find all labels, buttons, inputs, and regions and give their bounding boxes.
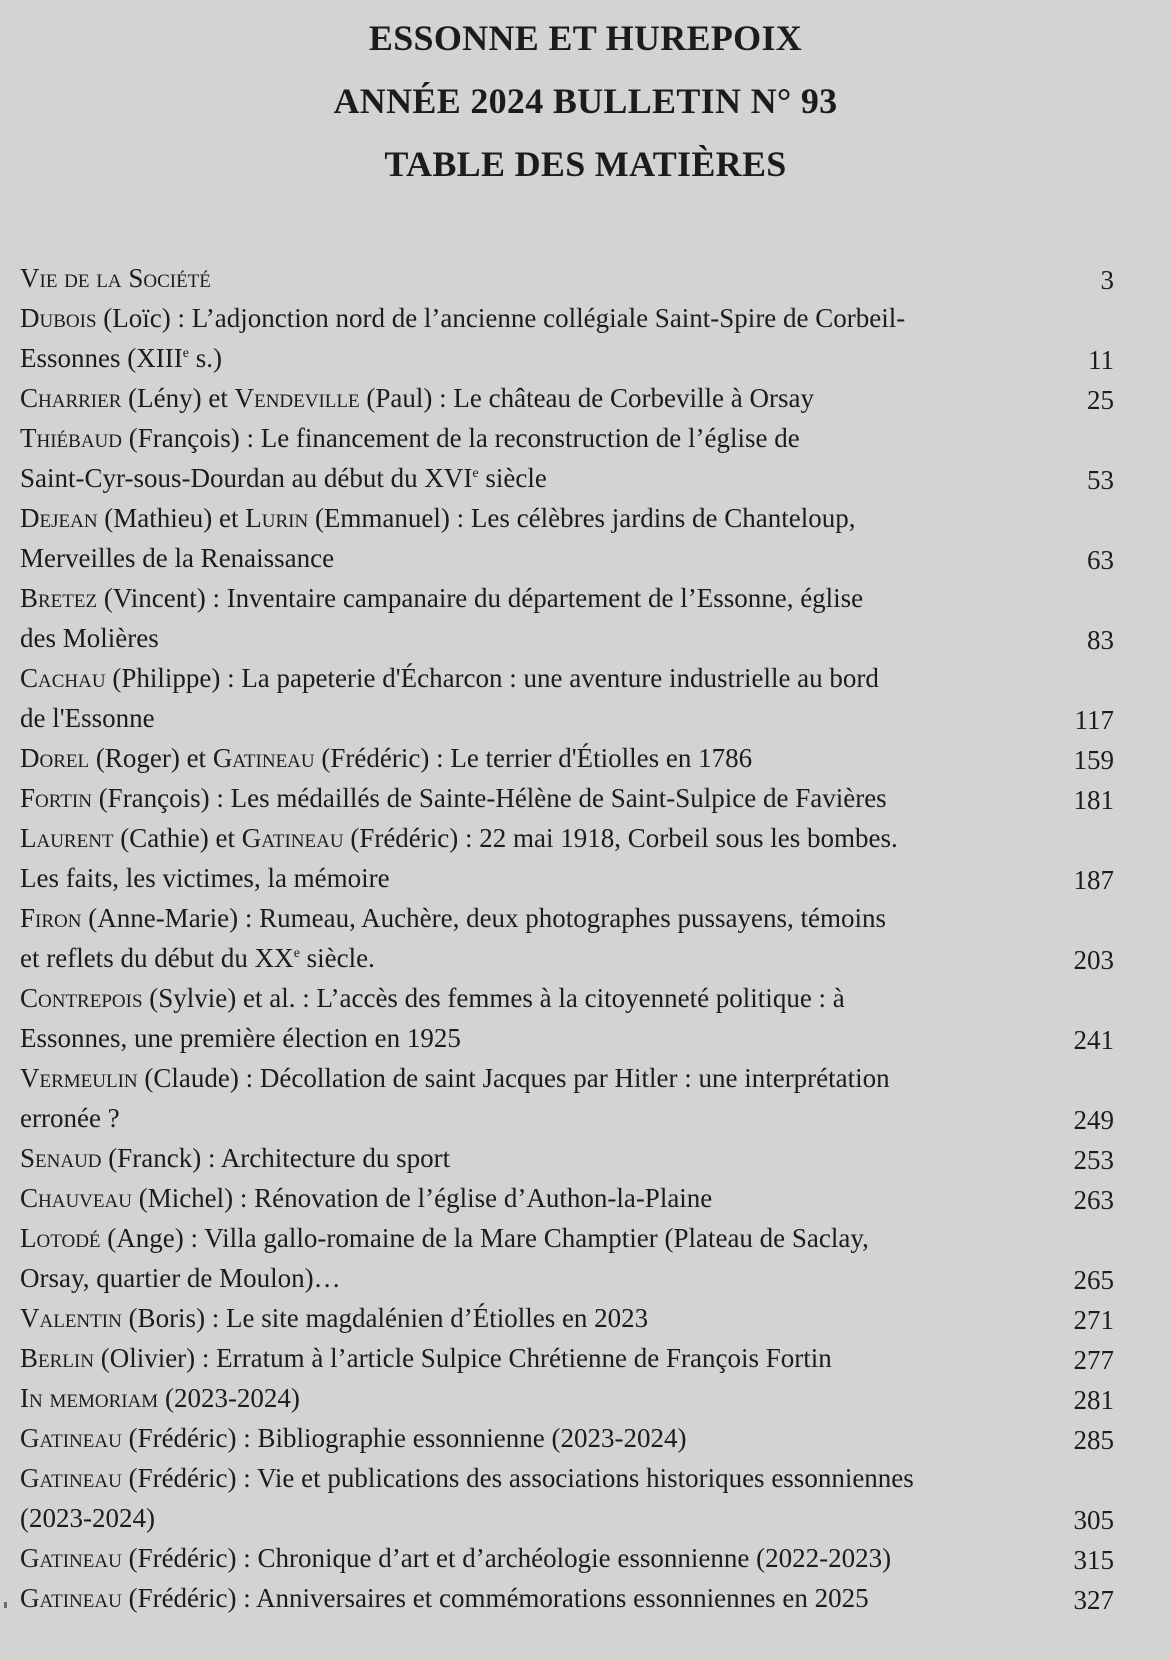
entry-line (20, 418, 1034, 458)
entry-line (20, 1578, 1034, 1618)
entry-title-continued: des Molières (20, 623, 159, 653)
entry-title-continued: erronée ? (20, 1103, 120, 1133)
entry-author: Berlin (20, 1343, 94, 1373)
entry-line (20, 658, 1034, 698)
entry-title-continued: et reflets du début du XX (20, 943, 294, 973)
entry-details: (Anne-Marie) : Rumeau, Auchère, deux photographes pussayens, témoins (81, 903, 887, 933)
entry-author: Lotodé (20, 1223, 101, 1253)
entry-line (20, 898, 1034, 938)
entry-page-number: 63 (1087, 545, 1114, 575)
entry-details: (François) : Les médaillés de Sainte-Hélène de Saint-Sulpice de Favières (91, 783, 887, 813)
entry-line (20, 1138, 1034, 1178)
entry-page-number: 187 (1073, 865, 1114, 895)
entry-line (20, 978, 1034, 1018)
toc-entry (20, 1218, 1114, 1298)
entry-author: Thiébaud (20, 423, 122, 453)
entry-title-continued: Merveilles de la Renaissance (20, 543, 335, 573)
entry-details: (Vincent) : Inventaire campanaire du département de l’Essonne, église (97, 583, 864, 613)
entry-coauthor: Gatineau (241, 823, 344, 853)
entry-details: (Frédéric) : Chronique d’art et d’archéologie essonnienne (2022-2023) (121, 1543, 892, 1573)
entry-title-continued: Orsay, quartier de Moulon)… (20, 1263, 341, 1293)
entry-coauthor: Vendeville (234, 383, 360, 413)
entry-line (20, 818, 1034, 858)
entry-title: (Emmanuel) : Les célèbres jardins de Chanteloup, (308, 503, 856, 533)
entry-author: Gatineau (20, 1423, 122, 1453)
entry-page-number: 3 (1100, 265, 1114, 295)
entry-superscript: e (472, 466, 479, 481)
entry-title: (Paul) : Le château de Corbeville à Orsay (359, 383, 814, 413)
entry-author: Gatineau (20, 1583, 122, 1613)
entry-details: (Mathieu) et (97, 503, 246, 533)
scan-mark (4, 1602, 7, 1608)
entry-page-number: 203 (1073, 945, 1114, 975)
entry-page-number: 241 (1073, 1025, 1114, 1055)
toc-entry (20, 258, 1114, 298)
toc-entry (20, 298, 1114, 378)
entry-page-number: 11 (1088, 345, 1114, 375)
entry-line-continued (20, 1258, 1034, 1298)
entry-page-number: 315 (1073, 1545, 1114, 1575)
entry-line-continued (20, 618, 1034, 658)
entry-line (20, 578, 1034, 618)
entry-page-number: 53 (1087, 465, 1114, 495)
entry-author: Valentin (20, 1303, 122, 1333)
entry-details: (Frédéric) : Vie et publications des associations historiques essonniennes (121, 1463, 914, 1493)
entry-line (20, 378, 1034, 418)
entry-line (20, 1338, 1034, 1378)
entry-line-continued (20, 1018, 1034, 1058)
entry-details: (Frédéric) : Anniversaires et commémorations essonniennes en 2025 (121, 1583, 869, 1613)
entry-line (20, 1178, 1034, 1218)
entry-author: Dejean (20, 503, 98, 533)
entry-line (20, 1458, 1034, 1498)
entry-title-continued: Les faits, les victimes, la mémoire (20, 863, 390, 893)
entry-details: (Michel) : Rénovation de l’église d’Authon-la-Plaine (131, 1183, 713, 1213)
entry-page-number: 285 (1073, 1425, 1114, 1455)
entry-author: Bretez (20, 583, 98, 613)
entry-line (20, 1418, 1034, 1458)
entry-author: Gatineau (20, 1543, 122, 1573)
entry-page-number: 83 (1087, 625, 1114, 655)
entry-page-number: 117 (1074, 705, 1114, 735)
entry-author: Laurent (20, 823, 114, 853)
toc-entry (20, 658, 1114, 738)
entry-coauthor: Lurin (245, 503, 309, 533)
toc-entry (20, 1338, 1114, 1378)
journal-title: ESSONNE ET HUREPOIX (368, 18, 803, 58)
entry-line (20, 1298, 1034, 1338)
toc-entry (20, 978, 1114, 1058)
entry-line-continued (20, 858, 1034, 898)
toc-entry (20, 378, 1114, 418)
entry-line-continued (20, 338, 1034, 378)
entry-page-number: 271 (1073, 1305, 1114, 1335)
entry-author: Charrier (20, 383, 122, 413)
toc-entry (20, 1378, 1114, 1418)
entry-details: (Cathie) et (113, 823, 242, 853)
toc-heading: TABLE DES MATIÈRES (384, 144, 787, 184)
entry-details: (Roger) et (89, 743, 213, 773)
entry-line (20, 298, 1034, 338)
toc-entry (20, 738, 1114, 778)
entry-author: Cachau (20, 663, 106, 693)
toc-entry (20, 1418, 1114, 1458)
entry-author: Vermeulin (20, 1063, 138, 1093)
entry-line (20, 1058, 1034, 1098)
entry-page-number: 263 (1073, 1185, 1114, 1215)
entry-details: (Philippe) : La papeterie d'Écharcon : une aventure industrielle au bord (105, 663, 879, 693)
toc-entry (20, 818, 1114, 898)
entry-title-end: siècle. (299, 943, 375, 973)
entry-title-continued: de l'Essonne (20, 703, 155, 733)
entry-superscript: e (293, 946, 300, 961)
page-header (0, 18, 1171, 207)
entry-page-number: 25 (1087, 385, 1114, 415)
entry-author: In memoriam (20, 1383, 159, 1413)
toc-entry (20, 778, 1114, 818)
entry-line (20, 1218, 1034, 1258)
entry-title-continued: Essonnes, une première élection en 1925 (20, 1023, 461, 1053)
entry-details: (Franck) : Architecture du sport (101, 1143, 451, 1173)
toc-entry (20, 578, 1114, 658)
entry-page-number: 181 (1073, 785, 1114, 815)
entry-author: Gatineau (20, 1463, 122, 1493)
entry-line-continued (20, 938, 1034, 978)
entry-page-number: 277 (1073, 1345, 1114, 1375)
entry-coauthor: Gatineau (212, 743, 315, 773)
entry-author: Contrepois (20, 983, 143, 1013)
bulletin-info: ANNÉE 2024 BULLETIN N° 93 (333, 81, 838, 121)
entry-details: (Claude) : Décollation de saint Jacques par Hitler : une interprétation (137, 1063, 890, 1093)
entry-details: (Frédéric) : Bibliographie essonnienne (2023-2024) (121, 1423, 687, 1453)
entry-title-continued: (2023-2024) (20, 1503, 155, 1533)
toc-entry (20, 418, 1114, 498)
entry-title-end: s.) (188, 343, 222, 373)
entry-author: Dorel (20, 743, 90, 773)
entry-details: (Loïc) : L’adjonction nord de l’ancienne collégiale Saint-Spire de Corbeil- (96, 303, 906, 333)
entry-page-number: 265 (1073, 1265, 1114, 1295)
entry-title: (Frédéric) : Le terrier d'Étiolles en 1786 (314, 743, 753, 773)
entry-details: (Olivier) : Erratum à l’article Sulpice Chrétienne de François Fortin (93, 1343, 832, 1373)
entry-line-continued (20, 1098, 1034, 1138)
entry-line (20, 258, 1034, 298)
entry-details: (Lény) et (121, 383, 235, 413)
toc-entry (20, 1298, 1114, 1338)
entry-author: Fortin (20, 783, 92, 813)
table-of-contents (20, 258, 1114, 1618)
entry-author: Senaud (20, 1143, 102, 1173)
toc-entry (20, 1138, 1114, 1178)
entry-line-continued (20, 458, 1034, 498)
toc-entry (20, 498, 1114, 578)
toc-entry (20, 1578, 1114, 1618)
entry-page-number: 249 (1073, 1105, 1114, 1135)
entry-title-continued: Saint-Cyr-sous-Dourdan au début du XVI (20, 463, 473, 493)
entry-page-number: 253 (1073, 1145, 1114, 1175)
entry-details: (Sylvie) et al. : L’accès des femmes à la citoyenneté politique : à (142, 983, 845, 1013)
entry-line (20, 1378, 1034, 1418)
entry-page-number: 305 (1073, 1505, 1114, 1535)
toc-entry (20, 1178, 1114, 1218)
entry-page-number: 327 (1073, 1585, 1114, 1615)
entry-details: (Boris) : Le site magdalénien d’Étiolles en 2023 (121, 1303, 649, 1333)
entry-title-continued: Essonnes (XIII (20, 343, 183, 373)
entry-author: Chauveau (20, 1183, 132, 1213)
entry-page-number: 159 (1073, 745, 1114, 775)
entry-superscript: e (182, 346, 189, 361)
entry-line (20, 498, 1034, 538)
entry-line-continued (20, 538, 1034, 578)
entry-title-end: siècle (478, 463, 547, 493)
entry-author: Dubois (20, 303, 97, 333)
toc-entry (20, 1458, 1114, 1538)
toc-entry (20, 898, 1114, 978)
entry-line (20, 778, 1034, 818)
entry-author: Firon (20, 903, 82, 933)
entry-page-number: 281 (1073, 1385, 1114, 1415)
entry-line (20, 738, 1034, 778)
entry-details: (François) : Le financement de la reconstruction de l’église de (121, 423, 800, 453)
entry-line-continued (20, 698, 1034, 738)
entry-details: (Ange) : Villa gallo-romaine de la Mare Champtier (Plateau de Saclay, (100, 1223, 869, 1253)
entry-author: Vie de la Société (20, 263, 211, 293)
entry-line (20, 1538, 1034, 1578)
toc-entry (20, 1538, 1114, 1578)
entry-line-continued (20, 1498, 1034, 1538)
toc-entry (20, 1058, 1114, 1138)
entry-title: (Frédéric) : 22 mai 1918, Corbeil sous les bombes. (343, 823, 898, 853)
entry-details: (2023-2024) (158, 1383, 300, 1413)
